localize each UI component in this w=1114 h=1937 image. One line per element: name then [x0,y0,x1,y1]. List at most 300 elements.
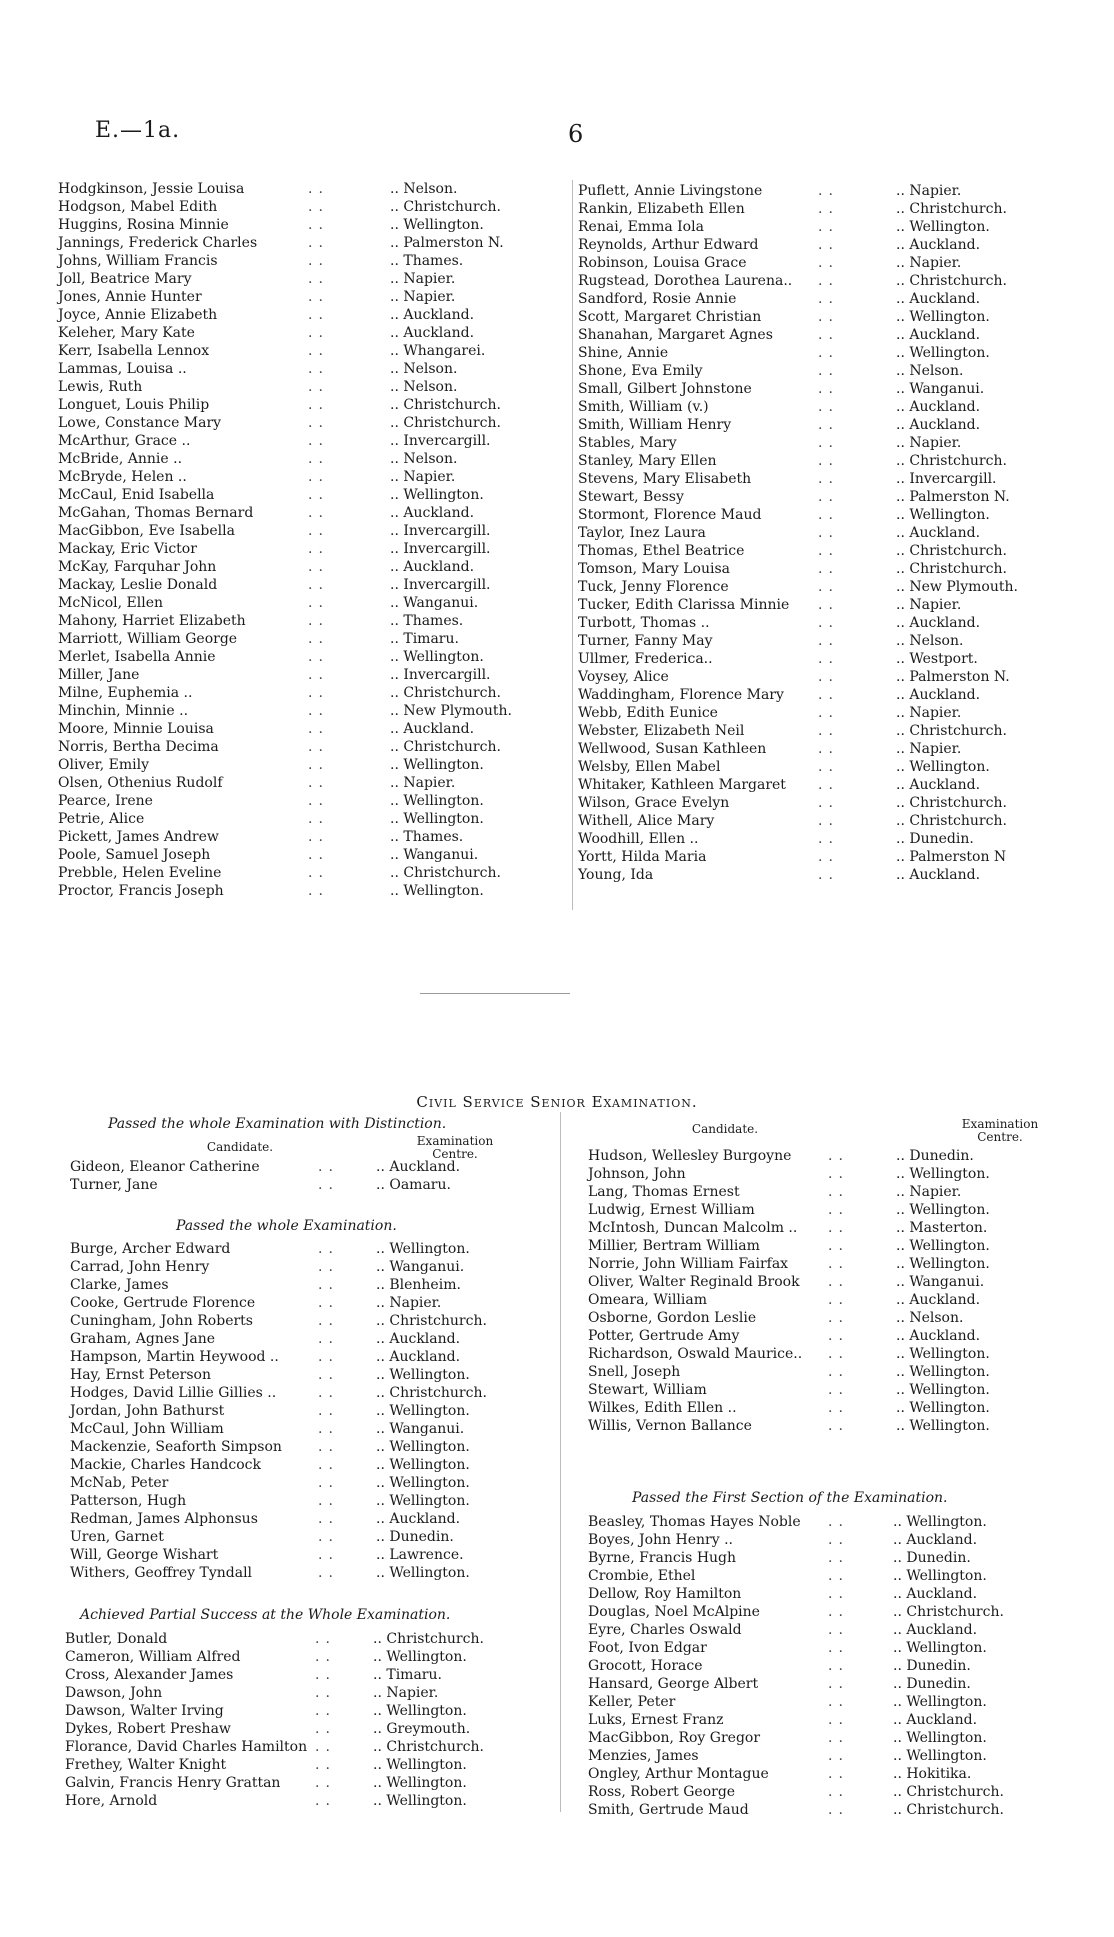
list-row [578,794,1083,812]
centre-name: .. Christchurch. [390,865,501,881]
centre-name: .. Wanganui. [896,381,985,397]
candidate-name: Woodhill, Ellen .. [578,831,699,847]
partial-heading: Achieved Partial Success at the Whole Examination. [80,1607,451,1623]
candidate-name: Mackie, Charles Handcock [70,1457,261,1473]
leader-dots: .. [828,1148,849,1164]
candidate-name: Crombie, Ethel [588,1568,696,1584]
centre-name: .. Auckland. [896,687,981,703]
candidate-name: McBride, Annie .. [58,451,183,467]
list-row [578,596,1083,614]
leader-dots: .. [818,471,839,487]
candidate-name: Wilkes, Edith Ellen .. [588,1400,737,1416]
list-row [58,468,563,486]
leader-dots: .. [318,1177,339,1193]
list-row [58,684,563,702]
leader-dots: .. [828,1238,849,1254]
centre-name: .. Greymouth. [373,1721,471,1737]
leader-dots: .. [308,775,329,791]
candidate-name: Jordan, John Bathurst [70,1403,225,1419]
leader-dots: .. [818,705,839,721]
leader-dots: .. [308,199,329,215]
candidate-name: Minchin, Minnie .. [58,703,189,719]
centre-name: .. Wellington. [390,487,484,503]
candidate-name: Small, Gilbert Johnstone [578,381,752,397]
centre-name: .. Wellington. [390,217,484,233]
leader-dots: .. [308,361,329,377]
list-row [588,1399,1078,1417]
candidate-name: Milne, Euphemia .. [58,685,193,701]
centre-name: .. Napier. [896,255,962,271]
leader-dots: .. [315,1775,336,1791]
candidate-name: Lewis, Ruth [58,379,143,395]
leader-dots: .. [818,723,839,739]
leader-dots: .. [828,1748,849,1764]
centre-name: .. Invercargill. [390,667,491,683]
centre-name: .. Wellington. [893,1694,987,1710]
candidate-name: Grocott, Horace [588,1658,703,1674]
centre-name: .. Wellington. [390,793,484,809]
candidate-name: Snell, Joseph [588,1364,681,1380]
page-number: 6 [568,120,584,148]
list-row [578,488,1083,506]
candidate-name: Shone, Eva Emily [578,363,703,379]
centre-name: .. Nelson. [896,1310,964,1326]
leader-dots: .. [818,237,839,253]
list-row [588,1549,1078,1567]
centre-name: .. Wellington. [373,1793,467,1809]
candidate-name: Foot, Ivon Edgar [588,1640,707,1656]
leader-dots: .. [308,631,329,647]
list-row [578,362,1083,380]
candidate-name: Merlet, Isabella Annie [58,649,216,665]
candidate-name: Hodgkinson, Jessie Louisa [58,181,245,197]
centre-name: .. Wanganui. [896,1274,985,1290]
list-row [578,218,1083,236]
leader-dots: .. [308,415,329,431]
leader-dots: .. [318,1475,339,1491]
centre-name: .. Wellington. [896,1364,990,1380]
distinction-heading: Passed the whole Examination with Distinction. [108,1116,447,1132]
leader-dots: .. [308,343,329,359]
leader-dots: .. [318,1259,339,1275]
centre-name: .. Wanganui. [390,847,479,863]
list-row [578,182,1083,200]
leader-dots: .. [308,181,329,197]
list-row [578,506,1083,524]
centre-name: .. Nelson. [390,361,458,377]
list-row [588,1237,1078,1255]
list-row [58,396,563,414]
list-row [70,1492,550,1510]
list-row [70,1528,550,1546]
list-row [58,360,563,378]
leader-dots: .. [818,255,839,271]
centre-name: .. Whangarei. [390,343,486,359]
list-row [578,776,1083,794]
leader-dots: .. [828,1550,849,1566]
candidate-name: Olsen, Othenius Rudolf [58,775,223,791]
candidate-name: Johns, William Francis [58,253,218,269]
candidate-name: Turner, Fanny May [578,633,713,649]
list-row [578,686,1083,704]
list-row [578,254,1083,272]
leader-dots: .. [818,741,839,757]
centre-name: .. Invercargill. [390,541,491,557]
leader-dots: .. [828,1514,849,1530]
centre-name: .. Wellington. [896,507,990,523]
centre-name: .. Christchurch. [390,739,501,755]
leader-dots: .. [828,1166,849,1182]
candidate-name: Carrad, John Henry [70,1259,210,1275]
candidate-name: Uren, Garnet [70,1529,164,1545]
candidate-name: Wilson, Grace Evelyn [578,795,730,811]
centre-name: .. Nelson. [390,379,458,395]
centre-name: .. Wellington. [896,759,990,775]
list-row [58,324,563,342]
leader-dots: .. [828,1784,849,1800]
column-divider [572,180,573,910]
leader-dots: .. [828,1346,849,1362]
list-row [588,1729,1078,1747]
centre-name: .. Nelson. [896,633,964,649]
candidate-name: McBryde, Helen .. [58,469,187,485]
candidate-name: Stables, Mary [578,435,677,451]
candidate-column-header: Candidate. [206,1140,274,1154]
candidate-name: Joyce, Annie Elizabeth [58,307,218,323]
list-row [578,236,1083,254]
list-row [58,702,563,720]
candidate-name: Proctor, Francis Joseph [58,883,224,899]
candidate-name: Norris, Bertha Decima [58,739,219,755]
list-row [58,198,563,216]
leader-dots: .. [828,1532,849,1548]
list-row [588,1747,1078,1765]
leader-dots: .. [828,1220,849,1236]
centre-name: .. Wellington. [376,1475,470,1491]
candidate-name: Taylor, Inez Laura [578,525,706,541]
list-row [578,740,1083,758]
centre-name: .. Auckland. [896,1328,981,1344]
centre-name: .. Nelson. [896,363,964,379]
candidate-name: Dawson, Walter Irving [65,1703,224,1719]
list-row [65,1792,550,1810]
leader-dots: .. [828,1310,849,1326]
leader-dots: .. [818,507,839,523]
centre-name: .. Napier. [390,271,456,287]
list-row [578,668,1083,686]
candidate-name: MacGibbon, Eve Isabella [58,523,235,539]
list-row [58,810,563,828]
candidate-name: Stanley, Mary Ellen [578,453,717,469]
candidate-name: Millier, Bertram William [588,1238,760,1254]
centre-name: .. Wanganui. [376,1259,465,1275]
candidate-name: Stewart, Bessy [578,489,684,505]
list-row [588,1291,1078,1309]
leader-dots: .. [818,831,839,847]
leader-dots: .. [315,1667,336,1683]
list-row [588,1363,1078,1381]
centre-name: .. Wellington. [893,1748,987,1764]
candidate-name: Dawson, John [65,1685,163,1701]
candidate-name: Shine, Annie [578,345,669,361]
candidate-name: Voysey, Alice [578,669,669,685]
whole-exam-list [70,1240,550,1582]
centre-name: .. Christchurch. [390,397,501,413]
leader-dots: .. [818,417,839,433]
leader-dots: .. [315,1649,336,1665]
leader-dots: .. [318,1529,339,1545]
candidate-name: Withers, Geoffrey Tyndall [70,1565,253,1581]
candidate-name: Scott, Margaret Christian [578,309,762,325]
list-row [578,542,1083,560]
leader-dots: .. [308,289,329,305]
candidate-name: McKay, Farquhar John [58,559,217,575]
candidate-name: Redman, James Alphonsus [70,1511,258,1527]
candidate-name: McCaul, Enid Isabella [58,487,215,503]
candidate-name: Marriott, William George [58,631,238,647]
list-row [58,234,563,252]
centre-name: .. Napier. [376,1295,442,1311]
candidate-name: Pickett, James Andrew [58,829,219,845]
list-row [70,1176,550,1194]
candidate-name: Puflett, Annie Livingstone [578,183,763,199]
list-row [58,792,563,810]
leader-dots: .. [828,1640,849,1656]
centre-name: .. Auckland. [376,1349,461,1365]
leader-dots: .. [818,399,839,415]
centre-name: .. Napier. [896,705,962,721]
candidate-name: Menzies, James [588,1748,699,1764]
list-row [65,1648,550,1666]
list-row [588,1219,1078,1237]
document-reference: E.—1a. [95,118,181,143]
candidate-name: McGahan, Thomas Bernard [58,505,254,521]
centre-name: .. Wellington. [896,309,990,325]
leader-dots: .. [308,253,329,269]
list-row [588,1783,1078,1801]
list-row [578,704,1083,722]
centre-name: .. Invercargill. [390,523,491,539]
leader-dots: .. [318,1403,339,1419]
list-row [578,650,1083,668]
list-row [588,1201,1078,1219]
centre-name: .. Christchurch. [896,273,1007,289]
centre-name: .. Wanganui. [390,595,479,611]
leader-dots: .. [315,1631,336,1647]
leader-dots: .. [318,1511,339,1527]
candidate-name: Keller, Peter [588,1694,676,1710]
list-row [58,774,563,792]
leader-dots: .. [318,1159,339,1175]
list-row [58,864,563,882]
list-row [58,738,563,756]
leader-dots: .. [318,1277,339,1293]
candidate-name: Douglas, Noel McAlpine [588,1604,760,1620]
candidate-name: Will, George Wishart [70,1547,219,1563]
leader-dots: .. [818,651,839,667]
centre-name: .. Napier. [373,1685,439,1701]
candidate-name: Tuck, Jenny Florence [578,579,729,595]
centre-name: .. Nelson. [390,451,458,467]
list-row [58,594,563,612]
leader-dots: .. [818,597,839,613]
centre-name: .. Wellington. [896,1166,990,1182]
candidate-name: Ongley, Arthur Montague [588,1766,769,1782]
candidate-name: Lammas, Louisa .. [58,361,187,377]
centre-name: .. Wellington. [390,883,484,899]
candidate-name: Pearce, Irene [58,793,153,809]
centre-name: .. Auckland. [390,307,475,323]
leader-dots: .. [828,1658,849,1674]
list-row [58,648,563,666]
list-row [578,452,1083,470]
candidate-name: Smith, William (v.) [578,399,709,415]
centre-name: .. Auckland. [893,1532,978,1548]
candidate-name: Thomas, Ethel Beatrice [578,543,745,559]
candidate-name: Mackenzie, Seaforth Simpson [70,1439,282,1455]
leader-dots: .. [828,1274,849,1290]
centre-column-header-right: Examination Centre. [961,1117,1039,1144]
leader-dots: .. [828,1364,849,1380]
centre-name: .. Auckland. [390,325,475,341]
leader-dots: .. [828,1694,849,1710]
centre-name: .. New Plymouth. [390,703,512,719]
centre-name: .. Napier. [896,183,962,199]
list-row [65,1702,550,1720]
centre-name: .. Thames. [390,613,464,629]
centre-name: .. Wellington. [896,1202,990,1218]
centre-name: .. Palmerston N. [896,669,1010,685]
leader-dots: .. [308,685,329,701]
candidate-name: Withell, Alice Mary [578,813,715,829]
leader-dots: .. [308,595,329,611]
list-row [70,1420,550,1438]
candidate-name: Webb, Edith Eunice [578,705,718,721]
candidate-name: Ludwig, Ernest William [588,1202,755,1218]
list-row [578,200,1083,218]
centre-name: .. Dunedin. [896,831,974,847]
leader-dots: .. [828,1400,849,1416]
list-row [578,524,1083,542]
leader-dots: .. [818,309,839,325]
candidate-name: Turner, Jane [70,1177,158,1193]
leader-dots: .. [828,1712,849,1728]
centre-name: .. Auckland. [896,417,981,433]
leader-dots: .. [818,219,839,235]
candidate-name: Stewart, William [588,1382,707,1398]
list-row [588,1345,1078,1363]
centre-name: .. Auckland. [896,1292,981,1308]
leader-dots: .. [818,183,839,199]
candidate-name: MacGibbon, Roy Gregor [588,1730,761,1746]
list-row [588,1147,1078,1165]
candidate-name: Petrie, Alice [58,811,145,827]
leader-dots: .. [818,543,839,559]
list-row [58,720,563,738]
list-row [588,1603,1078,1621]
candidate-name: Mahony, Harriet Elizabeth [58,613,246,629]
list-row [58,576,563,594]
list-row [588,1309,1078,1327]
leader-dots: .. [315,1739,336,1755]
candidate-name: Florance, David Charles Hamilton [65,1739,308,1755]
leader-dots: .. [308,883,329,899]
centre-name: .. Christchurch. [893,1784,1004,1800]
list-row [58,846,563,864]
centre-name: .. Wellington. [376,1367,470,1383]
centre-name: .. Invercargill. [390,577,491,593]
leader-dots: .. [818,201,839,217]
list-row [578,308,1083,326]
candidate-name: Jones, Annie Hunter [58,289,202,305]
centre-name: .. Auckland. [390,505,475,521]
centre-name: .. Christchurch. [896,813,1007,829]
centre-name: .. Wellington. [373,1775,467,1791]
leader-dots: .. [308,577,329,593]
leader-dots: .. [828,1676,849,1692]
candidate-name: Rankin, Elizabeth Ellen [578,201,745,217]
leader-dots: .. [828,1802,849,1818]
leader-dots: .. [828,1766,849,1782]
centre-name: .. Lawrence. [376,1547,464,1563]
centre-name: .. Christchurch. [376,1313,487,1329]
centre-name: .. Auckland. [896,777,981,793]
list-row [588,1621,1078,1639]
candidate-name: Cuningham, John Roberts [70,1313,253,1329]
leader-dots: .. [818,561,839,577]
leader-dots: .. [308,541,329,557]
centre-name: .. Timaru. [373,1667,442,1683]
leader-dots: .. [818,327,839,343]
centre-name: .. Wellington. [896,1238,990,1254]
list-row [578,632,1083,650]
list-row [70,1402,550,1420]
list-row [578,272,1083,290]
first-section-list [588,1513,1078,1819]
list-row [58,540,563,558]
leader-dots: .. [828,1202,849,1218]
candidate-name: Prebble, Helen Eveline [58,865,222,881]
list-row [70,1258,550,1276]
candidate-name: Reynolds, Arthur Edward [578,237,759,253]
candidate-name: Hodgson, Mabel Edith [58,199,218,215]
leader-dots: .. [828,1586,849,1602]
list-row [578,344,1083,362]
candidate-name: Tomson, Mary Louisa [578,561,730,577]
leader-dots: .. [315,1685,336,1701]
leader-dots: .. [818,489,839,505]
leader-dots: .. [818,435,839,451]
candidate-name: Welsby, Ellen Mabel [578,759,721,775]
list-row [588,1273,1078,1291]
centre-name: .. Christchurch. [390,685,501,701]
centre-name: .. Napier. [390,469,456,485]
list-row [588,1165,1078,1183]
leader-dots: .. [828,1568,849,1584]
centre-name: .. Wellington. [896,1400,990,1416]
list-row [58,270,563,288]
centre-column-header: Examination Centre. [416,1134,494,1161]
leader-dots: .. [308,433,329,449]
leader-dots: .. [308,703,329,719]
leader-dots: .. [308,829,329,845]
list-row [588,1513,1078,1531]
leader-dots: .. [818,579,839,595]
list-row [58,558,563,576]
candidate-name: Hudson, Wellesley Burgoyne [588,1148,792,1164]
list-row [58,306,563,324]
centre-name: .. Auckland. [893,1712,978,1728]
